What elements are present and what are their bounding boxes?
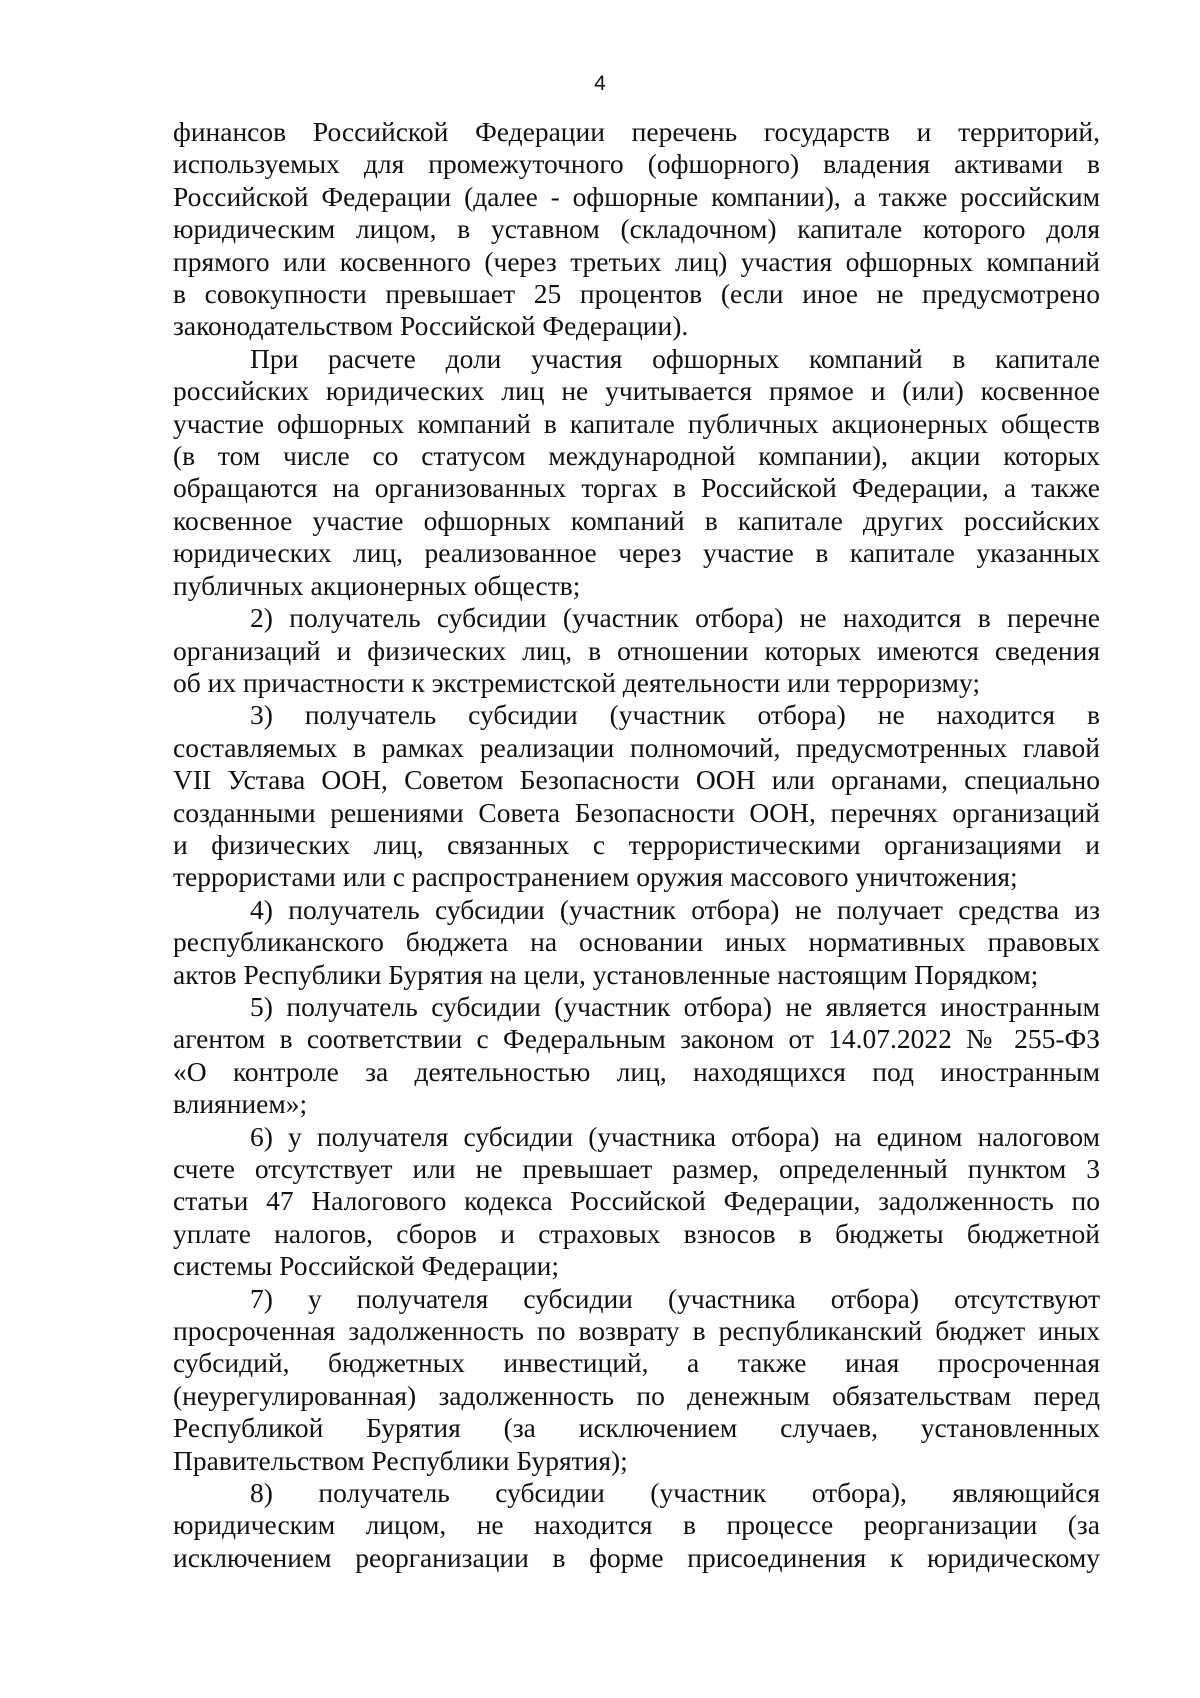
paragraph-continuation (173, 116, 1100, 343)
paragraph-item-2 (173, 602, 1100, 699)
text-line: террористами или с распространением оружия массового уничтожения; (173, 861, 1018, 893)
text-line: Правительством Республики Бурятия); (173, 1444, 628, 1476)
text-line: и физических лиц, связанных с террористическими организациями и (173, 828, 1100, 860)
text-line: российских юридических лиц не учитывается прямое и (или) косвенное (173, 375, 1100, 407)
text-line: исключением реорганизации в форме присоединения к юридическому (173, 1541, 1100, 1573)
text-line: 3) получатель субсидии (участник отбора) не находится в (250, 699, 1100, 731)
text-line: «О контроле за деятельностью лиц, находящихся под иностранным (173, 1055, 1100, 1087)
paragraph-item-8 (173, 1477, 1100, 1574)
text-line: используемых для промежуточного (офшорного) владения активами в (173, 148, 1100, 180)
text-line: уплате налогов, сборов и страховых взносов в бюджеты бюджетной (173, 1217, 1100, 1249)
text-line: участие офшорных компаний в капитале публичных акционерных обществ (173, 407, 1100, 439)
text-line: составляемых в рамках реализации полномочий, предусмотренных главой (173, 731, 1100, 763)
text-line: счете отсутствует или не превышает размер, определенный пунктом 3 (173, 1153, 1100, 1184)
text-line: 4) получатель субсидии (участник отбора) не получает средства из (250, 893, 1100, 925)
text-line: обращаются на организованных торгах в Российской Федерации, а также (173, 472, 1100, 504)
text-line: юридических лиц, реализованное через участие в капитале указанных (173, 537, 1100, 569)
text-line: 6) у получателя субсидии (участника отбора) на едином налоговом (250, 1120, 1100, 1152)
text-line: системы Российской Федерации; (173, 1250, 560, 1282)
text-line: юридическим лицом, не находится в процессе реорганизации (за (173, 1509, 1100, 1541)
text-line: Российской Федерации (далее - офшорные компании), а также российским (173, 180, 1100, 212)
paragraph-item-5 (173, 991, 1100, 1121)
text-line: 5) получатель субсидии (участник отбора) не является иностранным (250, 990, 1100, 1022)
paragraph-item-4 (173, 894, 1100, 991)
text-line: 2) получатель субсидии (участник отбора) не находится в перечне (250, 602, 1100, 634)
text-line: в совокупности превышает 25 процентов (если иное не предусмотрено (173, 278, 1100, 310)
paragraph-item-6 (173, 1121, 1100, 1283)
text-line: юридическим лицом, в уставном (складочном) капитале которого доля (173, 213, 1100, 245)
text-line: 7) у получателя субсидии (участника отбора) отсутствуют (250, 1282, 1100, 1314)
text-line: прямого или косвенного (через третьих лиц) участия офшорных компаний (173, 245, 1100, 277)
text-line: законодательством Российской Федерации). (173, 310, 689, 342)
text-line: об их причастности к экстремистской деятельности или терроризму; (173, 666, 980, 698)
text-line: субсидий, бюджетных инвестиций, а также иная просроченная (173, 1347, 1100, 1379)
text-line: При расчете доли участия офшорных компаний в капитале (250, 342, 1100, 374)
text-line: (в том числе со статусом международной компании), акции которых (173, 440, 1100, 472)
text-line: статьи 47 Налогового кодекса Российской Федерации, задолженность по (173, 1185, 1100, 1217)
page-number: 4 (594, 72, 606, 95)
paragraph-item-3 (173, 699, 1100, 893)
text-line: созданными решениями Совета Безопасности ООН, перечнях организаций (173, 796, 1100, 828)
text-line: просроченная задолженность по возврату в республиканский бюджет иных (173, 1315, 1100, 1347)
text-line: 8) получатель субсидии (участник отбора), являющийся (250, 1477, 1100, 1509)
text-line: республиканского бюджета на основании иных нормативных правовых (173, 926, 1100, 958)
text-line: актов Республики Бурятия на цели, установленные настоящим Порядком; (173, 958, 1039, 990)
document-body (173, 116, 1100, 1574)
text-line: финансов Российской Федерации перечень государств и территорий, (173, 116, 1100, 147)
text-line: (неурегулированная) задолженность по денежным обязательствам перед (173, 1379, 1100, 1411)
text-line: агентом в соответствии с Федеральным законом от 14.07.2022 № 255-ФЗ (173, 1023, 1100, 1055)
paragraph-offshore-share (173, 343, 1100, 602)
text-line: организаций и физических лиц, в отношении которых имеются сведения (173, 634, 1100, 666)
text-line: публичных акционерных обществ; (173, 569, 581, 601)
text-line: Республикой Бурятия (за исключением случаев, установленных (173, 1412, 1100, 1444)
text-line: влиянием»; (173, 1088, 308, 1120)
text-line: косвенное участие офшорных компаний в капитале других российских (173, 504, 1100, 536)
paragraph-item-7 (173, 1283, 1100, 1477)
text-line: VII Устава ООН, Советом Безопасности ООН или органами, специально (173, 764, 1100, 796)
